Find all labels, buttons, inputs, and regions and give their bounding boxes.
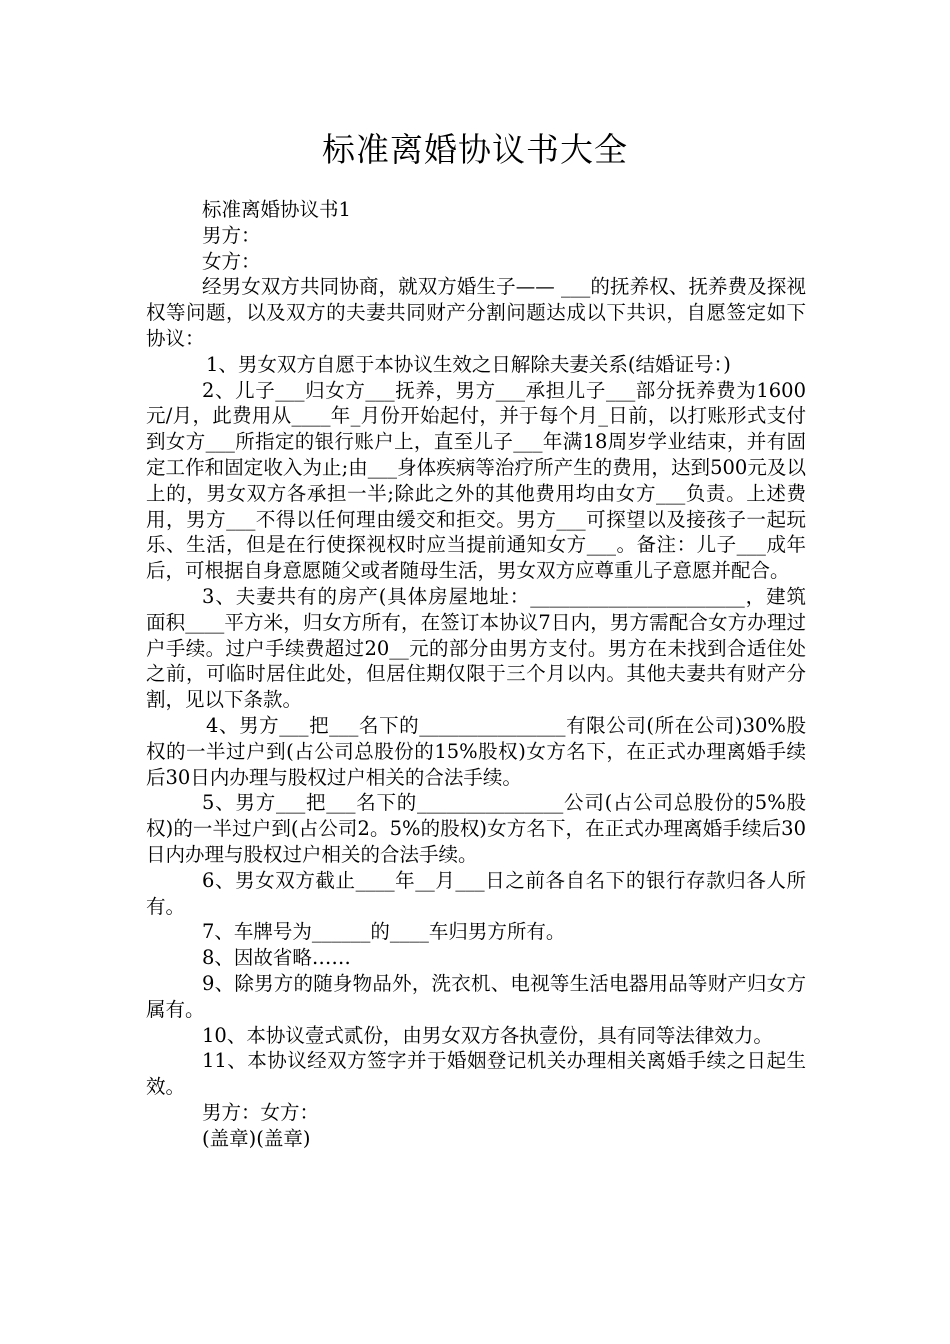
document-body xyxy=(146,197,806,1151)
clause-5: 5、男方___把___名下的_______________公司(占公司总股份的5%股权)的一半过户到(占公司2。5%的股权)女方名下，在正式办理离婚手续后30日内办理与股权过户相关的合法手续。 xyxy=(146,791,806,866)
clause-7: 7、车牌号为______的____车归男方所有。 xyxy=(202,920,566,944)
clause-2: 2、儿子___归女方___抚养，男方___承担儿子___部分抚养费为1600元/月，此费用从____年_月份开始起付，并于每个月_日前，以打账形式支付到女方___所指定的银行账户上，直至儿子___年满18周岁学业结束，并有固定工作和固定收入为止;由___身体疾病等治疗所产生的费用，达到500元及以上的，男女双方各承担一半;除此之外的其他费用均由女方___负责。上述费用，男方___不得以任何理由缓交和拒交。男方___可探望以及接孩子一起玩乐、生活，但是在行使探视权时应当提前通知女方___。备注：儿子___成年后，可根据自身意愿随父或者随母生活，男女双方应尊重儿子意愿并配合。 xyxy=(146,378,806,583)
clause-8: 8、因故省略…… xyxy=(202,946,351,970)
clause-3: 3、夫妻共有的房产(具体房屋地址：______________________，建筑面积____平方米，归女方所有，在签订本协议7日内，男方需配合女方办理过户手续。过户手续费超过20__元的部分由男方支付。男方在未找到合适住处之前，可临时居住此处，但居住期仅限于三个月以内。其他夫妻共有财产分割，见以下条款。 xyxy=(146,584,806,712)
signature-line: 男方：女方： xyxy=(202,1100,320,1124)
wife-line: 女方： xyxy=(202,249,261,273)
clause-4: 4、男方___把___名下的_______________有限公司(所在公司)30%股权的一半过户到(占公司总股份的15%股权)女方名下，在正式办理离婚手续后30日内办理与股权过户相关的合法手续。 xyxy=(146,713,806,789)
clause-6: 6、男女双方截止____年__月___日之前各自名下的银行存款归各人所有。 xyxy=(146,868,806,918)
clause-1: 1、男女双方自愿于本协议生效之日解除夫妻关系(结婚证号：) xyxy=(206,352,731,376)
seal-line: (盖章)(盖章) xyxy=(202,1126,311,1150)
document-title: 标准离婚协议书大全 xyxy=(322,130,628,169)
husband-line: 男方： xyxy=(202,223,261,247)
preamble-paragraph: 经男女双方共同协商，就双方婚生子—— ___的抚养权、抚养费及探视权等问题，以及双方的夫妻共同财产分割问题达成以下共识，自愿签定如下协议： xyxy=(146,275,806,350)
clause-11: 11、本协议经双方签字并于婚姻登记机关办理相关离婚手续之日起生效。 xyxy=(146,1049,806,1099)
clause-9: 9、除男方的随身物品外，洗衣机、电视等生活电器用品等财产归女方属有。 xyxy=(146,971,806,1021)
clause-10: 10、本协议壹式贰份，由男女双方各执壹份，具有同等法律效力。 xyxy=(202,1023,773,1047)
agreement-heading: 标准离婚协议书1 xyxy=(202,198,351,221)
